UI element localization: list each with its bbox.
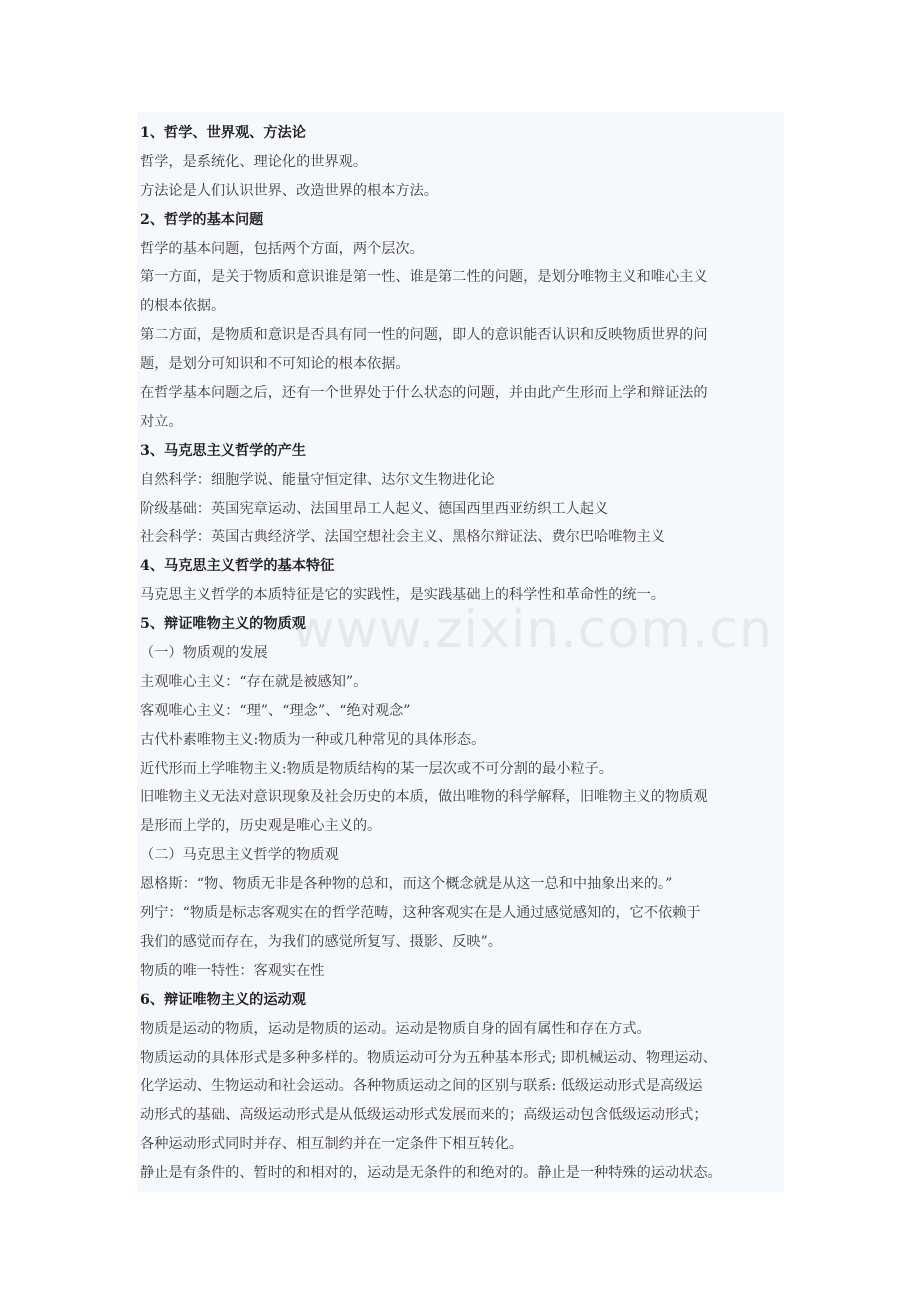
- text-line: 静止是有条件的、暂时的和相对的，运动是无条件的和绝对的。静止是一种特殊的运动状态。: [140, 1165, 722, 1182]
- section-heading: 6、辩证唯物主义的运动观: [140, 991, 306, 1008]
- text-line: 马克思主义哲学的本质特征是它的实践性，是实践基础上的科学性和革命性的统一。: [140, 587, 665, 604]
- text-line: 哲学，是系统化、理论化的世界观。: [140, 153, 368, 170]
- text-line: 物质是运动的物质，运动是物质的运动。运动是物质自身的固有属性和存在方式。: [140, 1020, 651, 1037]
- text-line: 方法论是人们认识世界、改造世界的根本方法。: [140, 182, 438, 199]
- text-line: 客观唯心主义：“理”、“理念”、“绝对观念”: [140, 702, 411, 719]
- text-line: 物质的唯一特性：客观实在性: [140, 962, 325, 979]
- section-heading: 3、马克思主义哲学的产生: [140, 442, 306, 459]
- text-line: 各种运动形式同时并存、相互制约并在一定条件下相互转化。: [140, 1136, 524, 1153]
- text-line: 旧唯物主义无法对意识现象及社会历史的本质，做出唯物的科学解释，旧唯物主义的物质观: [140, 789, 708, 806]
- text-line: 自然科学：细胞学说、能量守恒定律、达尔文生物进化论: [140, 471, 495, 488]
- text-line: 物质运动的具体形式是多种多样的。物质运动可分为五种基本形式; 即机械运动、物理运动、: [140, 1049, 717, 1066]
- text-line: 是形而上学的，历史观是唯心主义的。: [140, 818, 382, 835]
- text-line: 社会科学：英国古典经济学、法国空想社会主义、黑格尔辩证法、费尔巴哈唯物主义: [140, 529, 665, 546]
- section-heading: 4、马克思主义哲学的基本特征: [140, 558, 335, 575]
- text-line: 动形式的基础、高级运动形式是从低级运动形式发展而来的；高级运动包含低级运动形式；: [140, 1107, 708, 1124]
- text-line: 题，是划分可知识和不可知论的根本依据。: [140, 356, 410, 373]
- section-heading: 2、哲学的基本问题: [140, 211, 264, 228]
- text-line: 近代形而上学唯物主义:物质是物质结构的某一层次或不可分割的最小粒子。: [140, 760, 613, 777]
- text-line: 哲学的基本问题，包括两个方面，两个层次。: [140, 240, 424, 257]
- section-heading: 1、哲学、世界观、方法论: [140, 125, 306, 141]
- text-line: （二）马克思主义哲学的物质观: [140, 847, 339, 864]
- text-line: 的根本依据。: [140, 298, 226, 315]
- text-line: 我们的感觉而存在，为我们的感觉所复写、摄影、反映”。: [140, 933, 502, 950]
- text-line: （一）物质观的发展: [140, 645, 268, 662]
- text-line: 列宁：“物质是标志客观实在的哲学范畴，这种客观实在是人通过感觉感知的，它不依赖于: [140, 905, 701, 922]
- text-line: 对立。: [140, 413, 183, 430]
- text-line: 化学运动、生物运动和社会运动。各种物质运动之间的区别与联系: 低级运动形式是高级运: [140, 1078, 703, 1095]
- text-line: 主观唯心主义：“存在就是被感知”。: [140, 673, 368, 690]
- text-line: 古代朴素唯物主义:物质为一种或几种常见的具体形态。: [140, 731, 486, 748]
- text-line: 在哲学基本问题之后，还有一个世界处于什么状态的问题，并由此产生形而上学和辩证法的: [140, 385, 708, 402]
- watermark: www.zixin.com.cn: [292, 600, 773, 660]
- text-line: 第一方面，是关于物质和意识谁是第一性、谁是第二性的问题，是划分唯物主义和唯心主义: [140, 269, 708, 286]
- text-line: 恩格斯：“物、物质无非是各种物的总和，而这个概念就是从这一总和中抽象出来的。”: [140, 876, 673, 893]
- text-line: 阶级基础：英国宪章运动、法国里昂工人起义、德国西里西亚纺织工人起义: [140, 500, 609, 517]
- text-line: 第二方面，是物质和意识是否具有同一性的问题，即人的意识能否认识和反映物质世界的问: [140, 327, 708, 344]
- section-heading: 5、辩证唯物主义的物质观: [140, 616, 306, 633]
